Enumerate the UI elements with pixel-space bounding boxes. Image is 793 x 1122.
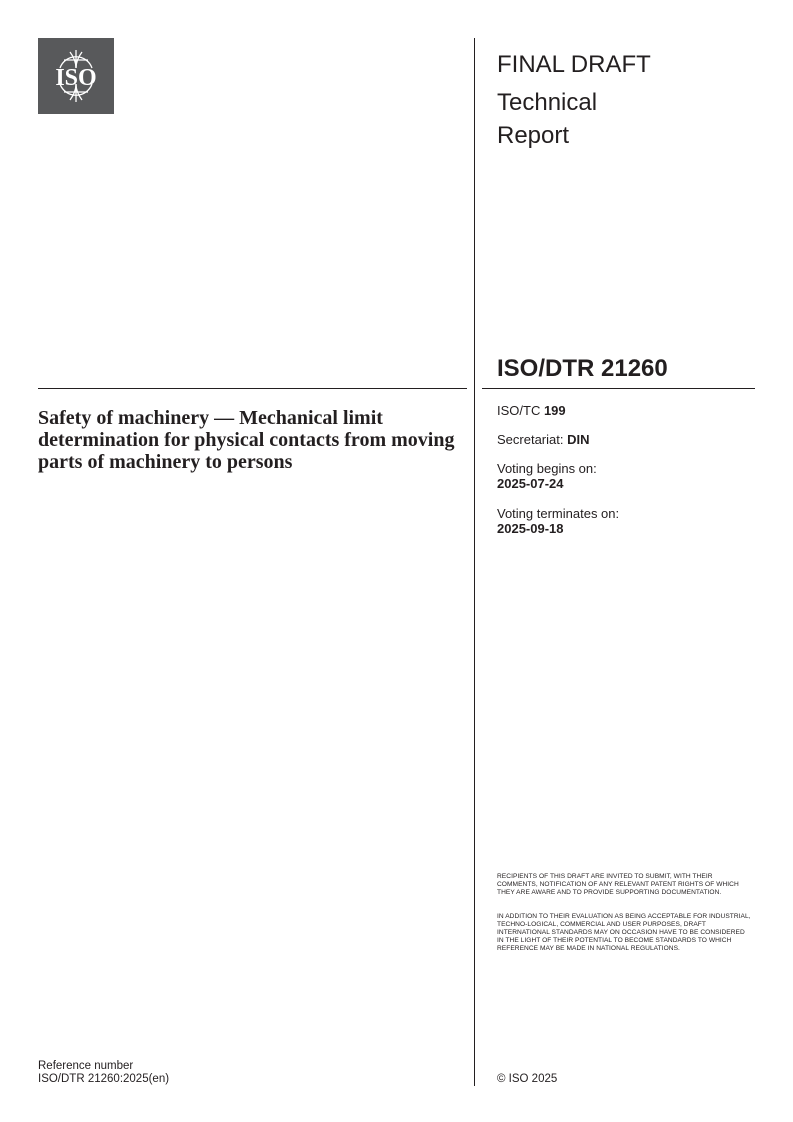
iso-logo-text: ISO <box>55 65 97 91</box>
reference-value: ISO/DTR 21260:2025(en) <box>38 1073 170 1085</box>
secretariat-label: Secretariat: <box>497 432 568 447</box>
voting-begins-label: Voting begins on: <box>497 461 597 476</box>
voting-begins-date: 2025-07-24 <box>497 476 564 491</box>
legal-notice-evaluation: IN ADDITION TO THEIR EVALUATION AS BEING ACCEPTABLE FOR INDUSTRIAL, TECHNO-LOGICAL, COMMERCIAL AND USER PURPOSES, DRAFT INTERNATIONAL STANDARDS MAY ON OCCASION HAVE TO BE CONSIDERED IN THE LIGHT OF THEIR POTENTIAL TO BECOME STANDARDS TO WHICH REFERENCE MAY BE MADE IN NATIONAL REGULATIONS. <box>497 913 751 953</box>
vertical-divider <box>474 38 475 1086</box>
doc-number-divider <box>482 388 755 389</box>
technical-committee <box>497 403 566 418</box>
iso-logo <box>38 38 114 114</box>
voting-terminates-label: Voting terminates on: <box>497 506 620 521</box>
tc-value: 199 <box>543 403 566 418</box>
voting-terminates <box>497 506 619 536</box>
iso-logo-mark <box>38 38 114 114</box>
document-title: Safety of machinery — Mechanical limit determination for physical contacts from moving parts of machinery to persons <box>38 407 455 473</box>
voting-begins <box>497 461 597 491</box>
voting-terminates-date: 2025-09-18 <box>497 521 564 536</box>
tc-label: ISO/TC <box>497 403 544 418</box>
title-divider <box>38 388 467 389</box>
legal-notice-patents: RECIPIENTS OF THIS DRAFT ARE INVITED TO SUBMIT, WITH THEIR COMMENTS, NOTIFICATION OF ANY RELEVANT PATENT RIGHTS OF WHICH THEY ARE AWARE AND TO PROVIDE SUPPORTING DOCUMENTATION. <box>497 873 739 897</box>
draft-status: FINAL DRAFT <box>497 51 651 78</box>
doc-type-line2: Report <box>497 122 570 149</box>
reference-number <box>38 1060 169 1086</box>
copyright: © ISO 2025 <box>497 1073 558 1085</box>
document-number: ISO/DTR 21260 <box>497 355 668 382</box>
doc-type-line1: Technical <box>497 89 598 116</box>
secretariat-value: DIN <box>567 432 590 447</box>
reference-label: Reference number <box>38 1060 134 1072</box>
secretariat <box>497 432 589 447</box>
